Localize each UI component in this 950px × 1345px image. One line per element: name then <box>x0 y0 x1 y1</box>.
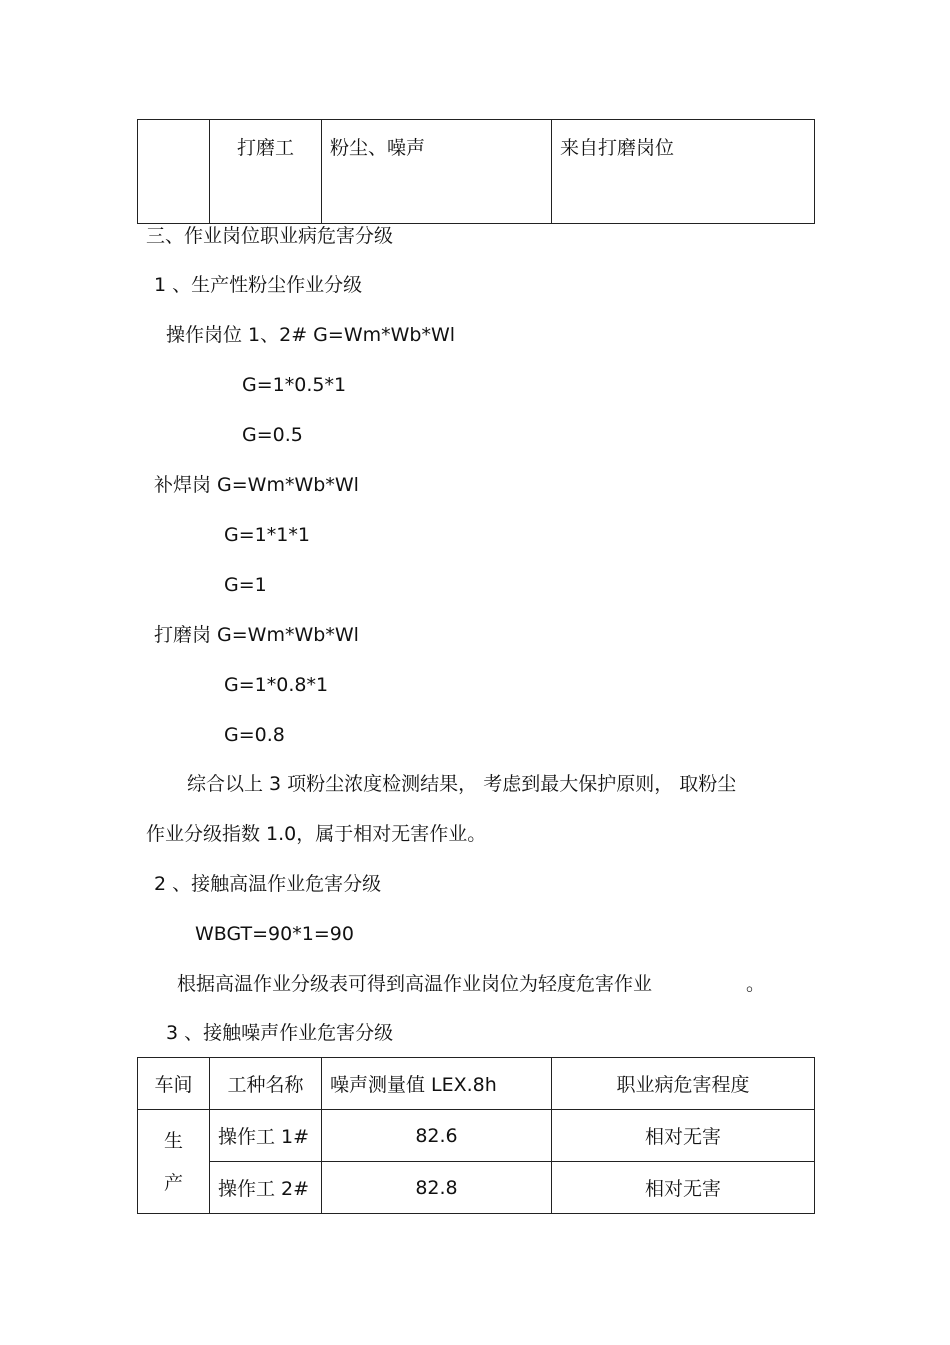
table-cell-value: 82.6 <box>322 1110 552 1162</box>
table-cell-value: 82.8 <box>322 1162 552 1214</box>
formula-line: G=1*0.5*1 <box>242 374 347 396</box>
sub-heading-heat: 2 、接触高温作业危害分级 <box>154 873 382 895</box>
table-row <box>138 1110 815 1162</box>
summary-text: 综合以上 3 项粉尘浓度检测结果， 考虑到最大保护原则， 取粉尘 <box>187 773 737 795</box>
table-cell-job: 操作工 1# <box>210 1110 322 1162</box>
conclusion-text: 根据高温作业分级表可得到高温作业岗位为轻度危害作业 <box>177 973 653 995</box>
workshop-char: 产 <box>163 1171 183 1194</box>
formula-line: G=1*0.8*1 <box>224 674 329 696</box>
table-cell-job: 操作工 2# <box>210 1162 322 1214</box>
section-heading: 三、作业岗位职业病危害分级 <box>146 225 394 247</box>
table-header: 职业病危害程度 <box>552 1058 815 1110</box>
table-cell-source: 来自打磨岗位 <box>552 120 815 224</box>
table-header: 噪声测量值 LEX.8h <box>322 1058 552 1110</box>
formula-line: 操作岗位 1、2# G=Wm*Wb*Wl <box>166 324 456 346</box>
top-hazard-table <box>137 119 815 224</box>
noise-table <box>137 1057 815 1214</box>
sub-heading-dust: 1 、生产性粉尘作业分级 <box>154 274 363 296</box>
formula-line: G=0.5 <box>242 424 303 446</box>
table-cell-level: 相对无害 <box>552 1162 815 1214</box>
table-cell-job: 打磨工 <box>210 120 322 224</box>
formula-line: 打磨岗 G=Wm*Wb*Wl <box>154 624 359 646</box>
workshop-char: 生 <box>163 1129 183 1152</box>
table-header: 工种名称 <box>210 1058 322 1110</box>
formula-line: G=1*1*1 <box>224 524 310 546</box>
summary-text: 作业分级指数 1.0，属于相对无害作业。 <box>146 823 487 845</box>
formula-line: WBGT=90*1=90 <box>195 923 354 945</box>
formula-line: 补焊岗 G=Wm*Wb*Wl <box>154 474 359 496</box>
conclusion-period: 。 <box>746 973 766 995</box>
table-row <box>138 1162 815 1214</box>
table-cell-level: 相对无害 <box>552 1110 815 1162</box>
table-cell <box>138 120 210 224</box>
workshop-cell <box>138 1110 210 1214</box>
table-row <box>138 120 815 224</box>
sub-heading-noise: 3 、接触噪声作业危害分级 <box>166 1022 394 1044</box>
table-header: 车间 <box>138 1058 210 1110</box>
formula-line: G=1 <box>224 574 267 596</box>
formula-line: G=0.8 <box>224 724 285 746</box>
table-cell-hazard: 粉尘、噪声 <box>322 120 552 224</box>
table-header-row <box>138 1058 815 1110</box>
